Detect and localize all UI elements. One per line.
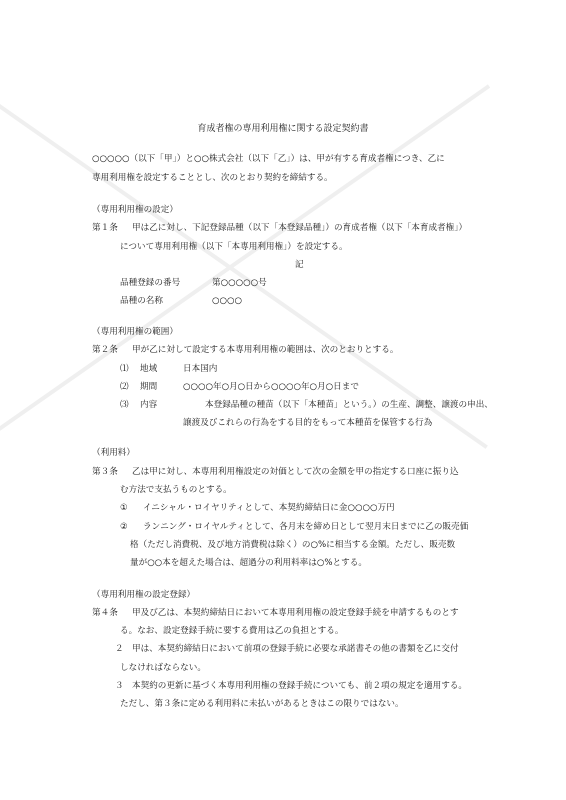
article-3-line-2: む方法で支払うものとする。 (120, 485, 232, 495)
item-mark: ⑶ (120, 400, 129, 410)
item-text: 日本国内 (183, 364, 218, 374)
article-1-line-2: について専用利用権（以下「本専用利用権」）を設定する。 (120, 242, 348, 252)
article-3-heading: （利用料） (92, 448, 135, 458)
article-4-line-2: る。なお、設定登録手続に要する費用は乙の負担とする。 (120, 626, 344, 636)
item-text: 本登録品種の種苗（以下「本種苗」という。）の生産、調整、譲渡の申出、 (205, 400, 493, 410)
item-label: 内容 (140, 400, 158, 410)
article-4-line-1: 甲及び乙は、本契約締結日において本専用利用権の設定登録手続を申請するものとす (132, 608, 459, 618)
variety-name-label: 品種の名称 (120, 296, 163, 306)
item-text-continued: 譲渡及びこれらの行為をする目的をもって本種苗を保管する行為 (183, 418, 433, 428)
paragraph-2-line-2: しなければならない。 (120, 663, 206, 673)
item-mark: ⑵ (120, 382, 129, 392)
paragraph-3-number: ３ (115, 681, 124, 691)
article-4-heading: （専用利用権の設定登録） (92, 590, 196, 600)
preamble-line-2: 専用利用権を設定することとし、次のとおり契約を締結する。 (92, 173, 333, 183)
article-2-lead: 甲が乙に対して設定する本専用利用権の範囲は、次のとおりとする。 (132, 345, 399, 355)
preamble-line-1: ○○○○○（以下「甲」）と○○株式会社（以下「乙」）は、甲が有する育成者権につき、乙に (92, 154, 445, 164)
item-text: ○○○○年○月○日から○○○○年○月○日まで (183, 382, 359, 392)
ki-mark: 記 (295, 260, 304, 270)
article-1-line-1: 甲は乙に対し、下記登録品種（以下「本登録品種」）の育成者権（以下「本育成者権」） (132, 223, 468, 233)
article-3-line-1: 乙は甲に対し、本専用利用権設定の対価として次の金額を甲の指定する口座に振り込 (132, 467, 459, 477)
item-text: ランニング・ロイヤルティとして、各月末を締め日として翌月末日までに乙の販売価 (143, 522, 469, 532)
document-title: 育成者権の専用利用権に関する設定契約書 (197, 124, 369, 134)
item-text: イニシャル・ロイヤリティとして、本契約締結日に金○○○○万円 (143, 503, 395, 513)
paragraph-2-number: ２ (115, 644, 124, 654)
article-1-heading: （専用利用権の設定） (92, 205, 178, 215)
article-4-number: 第４条 (92, 608, 118, 618)
article-3-number: 第３条 (92, 467, 118, 477)
variety-name-value: ○○○○ (212, 296, 242, 306)
item-mark: ① (120, 503, 128, 513)
reg-number-label: 品種登録の番号 (120, 278, 181, 288)
article-2-number: 第２条 (92, 345, 118, 355)
item-text-continued: 格（ただし消費税、及び地方消費税は除く）の○%に相当する金額。ただし、販売数 (130, 540, 456, 550)
article-1-number: 第１条 (92, 223, 118, 233)
item-label: 期間 (140, 382, 158, 392)
paragraph-3-line-2: ただし、第３条に定める利用料に未払いがあるときはこの限りではない。 (120, 699, 404, 709)
article-2-heading: （専用利用権の範囲） (92, 327, 178, 337)
item-label: 地域 (140, 364, 158, 374)
item-mark: ② (120, 522, 128, 532)
reg-number-value: 第○○○○○号 (212, 278, 267, 288)
paragraph-2-line-1: 甲は、本契約締結日において前項の登録手続に必要な承諾書その他の書類を乙に交付 (132, 644, 459, 654)
paragraph-3-line-1: 本契約の更新に基づく本専用利用権の登録手続についても、前２項の規定を適用する。 (132, 681, 467, 691)
item-text-continued: 量が○○本を超えた場合は、超過分の利用料率は○%とする。 (130, 558, 367, 568)
item-mark: ⑴ (120, 364, 129, 374)
